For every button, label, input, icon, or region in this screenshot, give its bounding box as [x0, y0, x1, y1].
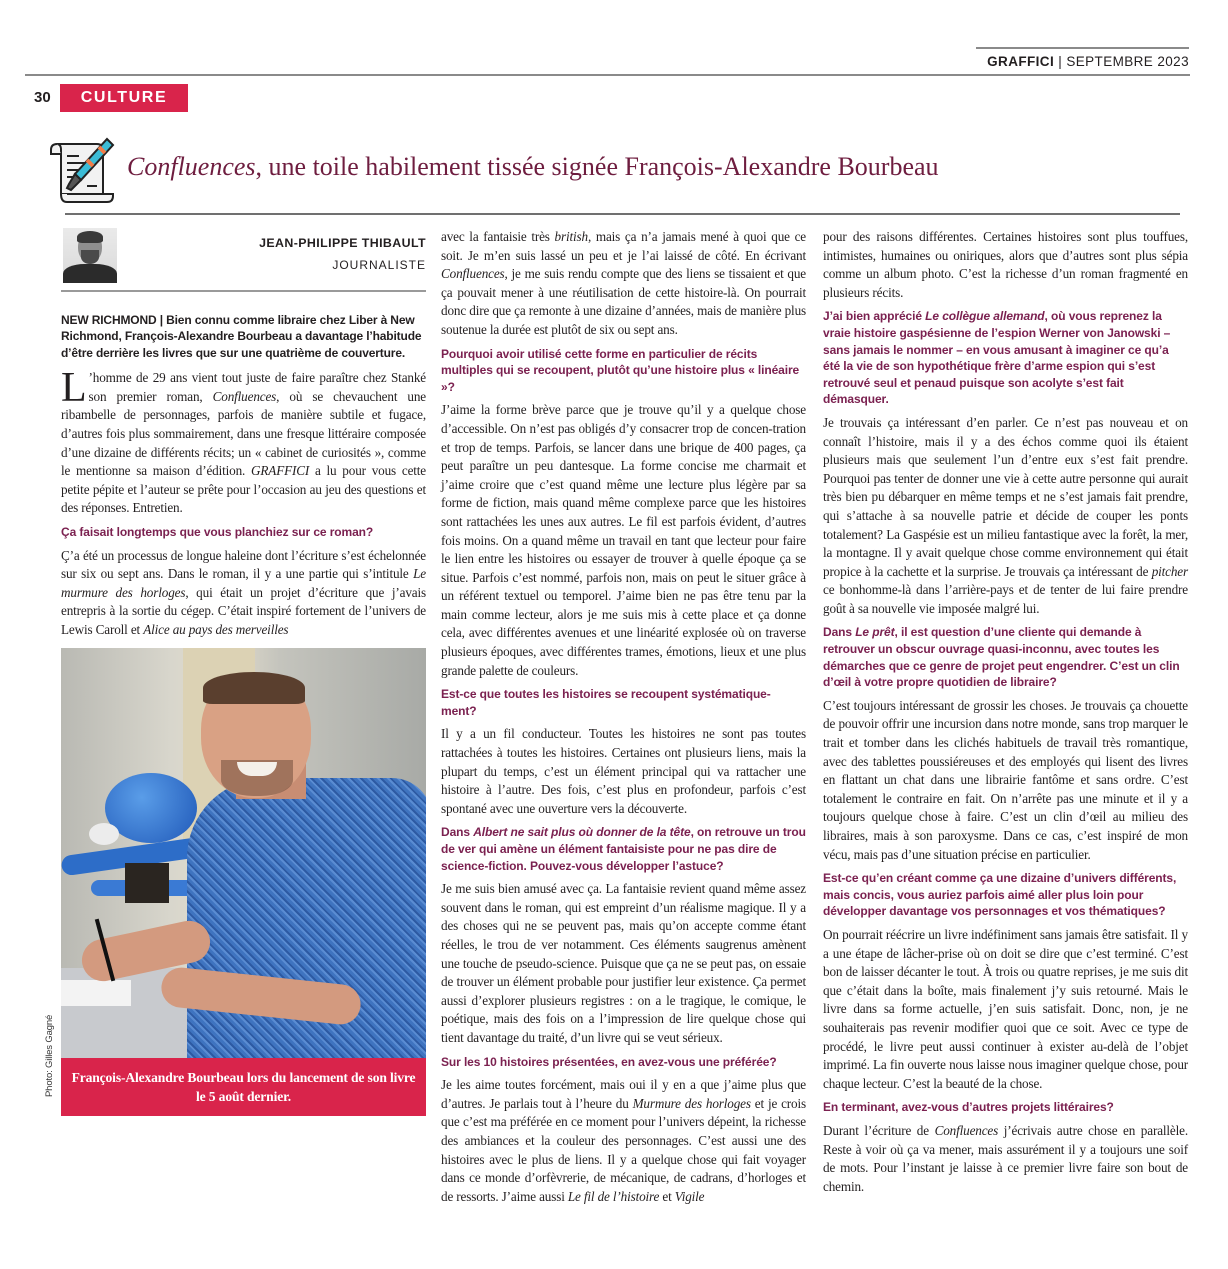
question: Sur les 10 histoires présentées, en avez-vous une préférée? [441, 1054, 777, 1069]
byline [61, 228, 426, 290]
intro-text-2: , où se chevauchent une ribambelle de personnages, parfois de manière subtile et fugace, d’autres fois plus sommairement, dans une fresque littéraire composée d’une dizaine de différents récits; un « cabinet de curiosités », comme le mentionne sa maison d’édition. [61, 388, 426, 479]
answer-text: avec la fantaisie très [441, 229, 555, 244]
issue-date: SEPTEMBRE 2023 [1066, 54, 1189, 69]
answer-text: Je trouvais ça intéressant d’en parler. Ce n’est pas nouveau et on connaît l’histoire, mais il y a des échos comme quoi ils étaient plusieurs mais que seulement l’un d’entre eux s’est fait prendre. Pourquoi pas tenter de donner une vie à cette autre personne qui aurait très bien pu débarquer en même temps et ne s’est jamais fait prendre, qui s’attache à sa nouvelle patrie et décide de couper les ponts totalement? La Gaspésie est un milieu fantastique avec la forêt, la mer, la montagne. Il y avait quelque chose comme environnement qui était propice à la cachette et la surprise. Je trouvais ça intéressant de [823, 414, 1188, 579]
header-rule [25, 74, 1190, 76]
intro-text-1: ’homme de 29 ans vient tout juste de faire paraître chez Stanké son premier roman, [88, 370, 426, 404]
answer-text: , je me suis rendu compte que des liens se tissaient et que ça pouvait mener à une réutilisation de cette histoire-là. On pourrait donc dire que ça remonte à une dizaine d’années, mais de manière plus soutenue la durée est plutôt de six ou sept ans. [441, 266, 806, 337]
answer [441, 228, 806, 340]
intro-italic-2: GRAFFICI [251, 463, 310, 479]
question-italic: Le prêt [855, 625, 895, 640]
masthead [987, 54, 1189, 69]
answer-italic: british [554, 229, 588, 244]
question: Est-ce que toutes les histoires se recoupent systématique-ment? [441, 687, 771, 718]
title-book-name: Confluences [127, 152, 256, 181]
answer-italic: Alice au pays des merveilles [143, 622, 289, 637]
answer [823, 1122, 1188, 1196]
answer: C’est toujours intéressant de grossir les choses. Je trouvais ça chouette de pouvoir offrir une incursion dans notre monde, sans trop marquer le trait et tomber dans les clichés habituels de travail très romantique, avec des tablettes poussiéreuses et des employés qui lisent des livres en flattant un chat dans une librairie fantôme et sans ordre. C’est totalement le contraire en fait. On n’arrête pas une minute et il y a toujours quelque chose à faire. C’est un clin d’œil au milieu des libraires, mais à son paroxysme. Dans ce cas, c’est inspiré de mon vécu, mais pas d’une situation précise en particulier. [823, 697, 1188, 862]
answer-text: et je crois que c’est ma préférée en ce moment pour l’univers dépeint, la richesse des ambiances et la couleur des personnages. C’est aussi une des histoires avec le plus de liens. Il y a quelque chose qui fait voyager dans ce monde d’orfèvrerie, de mécanique, de cadrans, d’horloges et de ressorts. J’aime aussi [441, 1095, 806, 1204]
answer: On pourrait réécrire un livre indéfiniment sans jamais être satisfait. Il y a une étape de lâcher-prise où on doit se dire que c’est terminé. C’est bon de laisser décanter le tout. À trois ou quatre reprises, je me suis dit que c’était dans la boîte, mais finalement j’y suis retourné. Mais le livre dans sa forme actuelle, j’en suis satisfait. Donc, non, je ne souhaiterais pas revenir modifier quoi que ce soit. Avec ce type de procédé, le livre peut aussi continuer à exister au-delà de l’objet imprimé. La fin ouverte nous laisse nous imaginer quelque chose, pour chaque lecteur. C’est la beauté de la chose. [823, 926, 1188, 1091]
answer [61, 547, 426, 640]
answer-italic: Confluences [441, 266, 505, 282]
question [441, 824, 806, 874]
question-text: Dans [823, 625, 856, 640]
answer-text: et [659, 1188, 675, 1204]
answer: Il y a un fil conducteur. Toutes les histoires ne sont pas toutes rattachées à toutes les histoires. Certaines ont plusieurs liens, mais la plupart du temps, c’est un élément principal qui va rattacher une histoire à l’autre. Des fois, c’est plus en profondeur, parfois c’est spontané avec une ouverture vers la découverte. [441, 726, 806, 816]
answer-text: , qui était un projet d’écriture que j’avais entrepris à la sortie du cégep. C’était inspiré fortement de l’univers de Lewis Caroll et [61, 584, 426, 637]
article-title [127, 152, 939, 182]
page-number: 30 [34, 89, 51, 106]
answer-italic: Vigile [674, 1188, 705, 1204]
answer-text: ce bonhomme-là dans l’arrière-pays et de tenter de lui faire prendre goût à sa nouvelle vie imposée malgré lui. [823, 582, 1188, 616]
column-3 [823, 228, 1188, 1202]
question-text: J’ai bien apprécié [823, 309, 926, 324]
question [823, 624, 1188, 690]
author-role: JOURNALISTE [332, 258, 426, 272]
question: En terminant, avez-vous d’autres projets littéraires? [823, 1100, 1114, 1115]
answer [441, 1076, 806, 1206]
question-text: Dans [441, 825, 474, 840]
question-text: , où vous reprenez la vraie histoire gaspésienne de l’espion Werner von Janowski – sans jamais le nommer – en vous amusant à imaginer ce qu’a été la vie de son hypothétique frère d’arme espion qui s’est retrouvé seul et penaud puisque son acolyte s’est fait démasquer. [823, 309, 1171, 407]
title-rule [65, 213, 1180, 215]
photo-caption: François-Alexandre Bourbeau lors du lancement de son livre le 5 août dernier. [61, 1058, 426, 1116]
question: Est-ce qu’en créant comme ça une dizaine d’univers différents, mais concis, vous auriez parfois aimé aller plus loin pour développer davantage vos personnages et vos thématiques? [823, 871, 1177, 919]
answer-italic: Confluences [934, 1122, 999, 1138]
column-2 [441, 228, 806, 1206]
byline-rule [61, 290, 426, 292]
answer-italic: Le murmure des horloges [61, 566, 426, 600]
section-tag: CULTURE [60, 84, 188, 112]
answer-italic: pitcher [1151, 563, 1188, 579]
scroll-fountain-pen-icon [47, 136, 117, 206]
answer [823, 414, 1188, 619]
masthead-separator: | [1058, 54, 1063, 69]
title-rest: , une toile habilement tissée signée François-Alexandre Bourbeau [255, 152, 939, 181]
photo-block [44, 648, 426, 1116]
question-text: , il est question d’une cliente qui demande à retrouver un obscur ouvrage quasi-inconnu, avec toutes les démarches que ce genre de projet peut engendrer. C’est un clin d’œil à votre propre quotidien de libraire? [823, 625, 1180, 690]
top-rule [976, 47, 1189, 49]
answer-italic: Le fil de l’histoire [567, 1188, 660, 1204]
publication-name: GRAFFICI [987, 54, 1055, 69]
answer-italic: Murmure des horloges [632, 1095, 751, 1111]
answer-text: Durant l’écriture de [823, 1122, 935, 1138]
question-italic: Albert ne sait plus où donner de la tête [473, 825, 691, 840]
column-1 [44, 228, 427, 1116]
answer-text: Je les aime toutes forcément, mais oui il y en a que j’aime plus que d’autres. Je parlais tout à l’heure du [441, 1077, 806, 1111]
intro-paragraph [61, 365, 427, 518]
drop-cap: L [61, 365, 87, 412]
answer-text: j’écrivais autre chose en parallèle. Reste à voir où ça va mener, mais assurément il y a toujours une soif de mots. Pour l’instant je laisse à ce premier livre faire son bout de chemin. [823, 1122, 1188, 1194]
article-lede: NEW RICHMOND | Bien connu comme libraire chez Liber à New Richmond, François-Alexandre Bourbeau a davantage l’habitude d’être derrière les livres que sur une quatrième de couverture. [61, 312, 422, 360]
author-name: JEAN-PHILIPPE THIBAULT [259, 236, 426, 250]
answer: pour des raisons différentes. Certaines histoires sont plus touffues, intimistes, humaines ou oniriques, alors que d’autres sont plus sépia comme un album photo. C’est la richesse d’un roman fragmenté en plusieurs récits. [823, 229, 1188, 300]
author-photo [61, 648, 426, 1058]
intro-italic-1: Confluences [212, 388, 277, 404]
answer: J’aime la forme brève parce que je trouve qu’il y a quelque chose d’accessible. On n’est pas obligés d’y consacrer trop de concen-tration et trop de temps. Parfois, se lancer dans une brique de 400 pages, ça peut paraître un peu dantesque. La forme concise me charmait et j’aime croire que c’est quand même une lecture plus légère par sa forme de fiction, mais quand même complexe parce que les histoires sont rattachées les unes aux autres. Le fil est parfois évident, d’autres fois moins. On a quand même un travail en tant que lecteur pour faire le lien entre les histoires ou essayer de trouver à quelle époque ça se situe. Parfois c’est nommé, parfois non, mais on peut le situer grâce à un référent textuel ou temporel. J’aime bien ne pas être tenu par la main comme lecteur, alors je me suis mis à cette place et ça donne cela, avec différentes avenues et une linéarité explosée où on traverse plusieurs époques, avec différentes trames, émotions, lieux et une plus grande palette de couleurs. [441, 402, 806, 678]
question: Ça faisait longtemps que vous planchiez sur ce roman? [61, 525, 374, 540]
question-italic: Le collègue allemand [925, 309, 1045, 324]
answer-text: , mais ça n’a jamais mené à quoi que ce soit. Je m’en suis lassé un peu et je l’ai laissé de côté. En écrivant [441, 229, 806, 263]
answer-text: Ç’a été un processus de longue haleine dont l’écriture s’est échelonnée sur six ou sept ans. Dans le roman, il y a une partie qui s’intitule [61, 547, 426, 582]
question-text: , on retrouve un trou de ver qui amène un élément fantaisiste pour ne pas dire de science-fiction. Pouvez-vous développer l’astuce? [441, 825, 806, 873]
intro-text-3: a lu pour vous cette petite pépite et l’auteur se prête pour l’occasion au jeu des questions et des réponses. Entretien. [61, 463, 427, 516]
answer: Je me suis bien amusé avec ça. La fantaisie revient quand même assez souvent dans le roman, qui est empreint d’un réalisme magique. Il y a des choses qui ne se peuvent pas, mais qu’on accepte comme étant réelles, le trou de ver notamment. Ces éléments saugrenus amènent une touche de pseudo-science. Puisque que ça ne se peut pas, on essaie de trouver un élément probable pour justifier leur existence. Ça permet aussi d’explorer plusieurs registres : on a le tragique, le comique, le poétique, mais des fois on a l’impression de lire quelque chose qui tient davantage du traité, d’un livre qui se veut sérieux. [441, 881, 806, 1045]
author-avatar [63, 228, 117, 283]
question [823, 308, 1188, 408]
question: Pourquoi avoir utilisé cette forme en particulier de récits multiples qui se recoupent, plutôt qu’une histoire plus « linéaire »? [441, 346, 800, 394]
photo-credit: Photo: Gilles Gagné [44, 1014, 55, 1097]
